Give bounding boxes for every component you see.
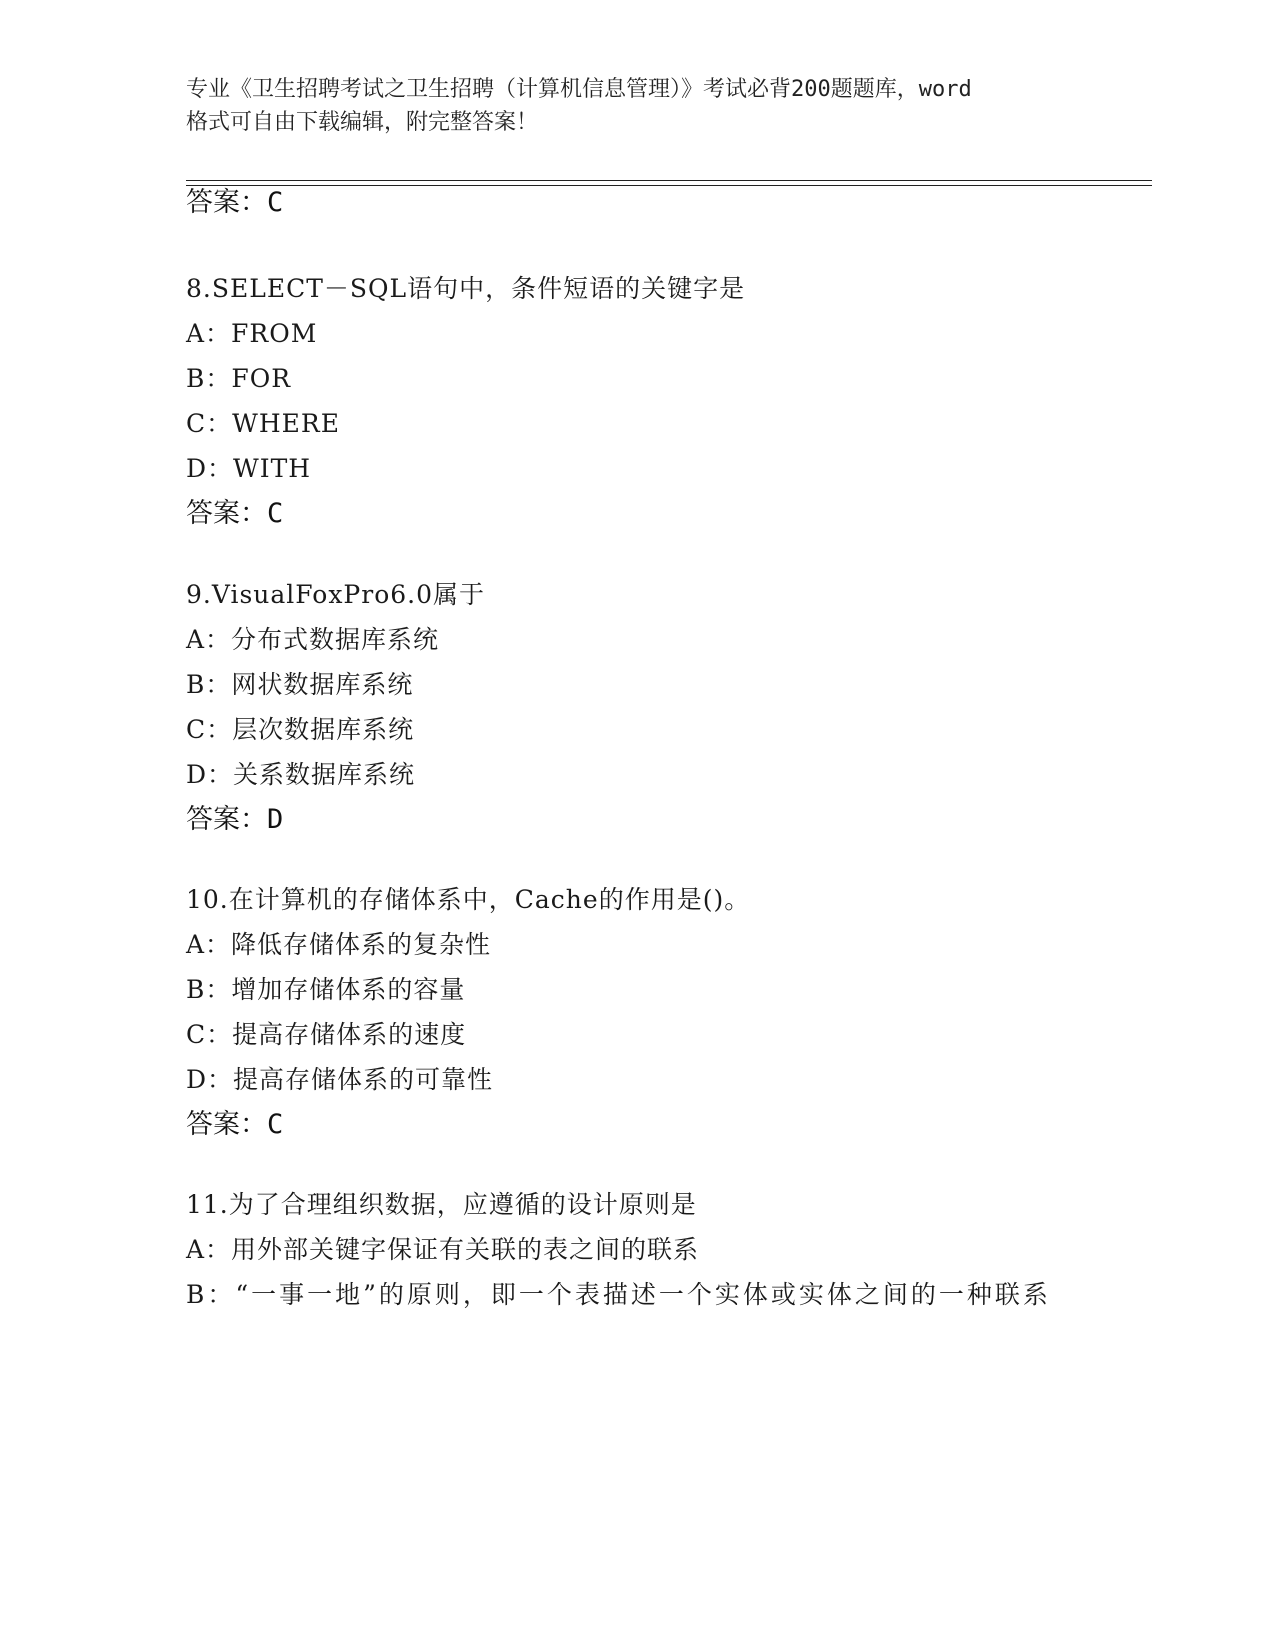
header-line-2: 格式可自由下载编辑，附完整答案！: [186, 110, 539, 135]
option-c: C：提高存储体系的速度: [186, 1020, 467, 1049]
previous-question-answer: [186, 180, 1086, 225]
option-a: A：降低存储体系的复杂性: [186, 930, 492, 959]
option-a: A：用外部关键字保证有关联的表之间的联系: [186, 1235, 700, 1264]
answer-line: 答案：D: [186, 804, 284, 835]
question-9: [186, 572, 1086, 842]
question-stem: 11.为了合理组织数据，应遵循的设计原则是: [186, 1190, 697, 1219]
option-d: D：关系数据库系统: [186, 760, 416, 789]
option-a: A：分布式数据库系统: [186, 625, 440, 654]
option-d: D：提高存储体系的可靠性: [186, 1065, 494, 1094]
header-line-1: 专业《卫生招聘考试之卫生招聘（计算机信息管理）》考试必背200题题库，word: [186, 77, 972, 102]
option-b: B：网状数据库系统: [186, 670, 414, 699]
question-8: [186, 266, 1086, 536]
question-stem: 10.在计算机的存储体系中，Cache的作用是()。: [186, 885, 751, 914]
answer-line: 答案：C: [186, 1109, 284, 1140]
answer-line: 答案：C: [186, 187, 284, 218]
option-d: D：WITH: [186, 454, 312, 483]
option-b: B：增加存储体系的容量: [186, 975, 466, 1004]
option-b: B：FOR: [186, 364, 292, 393]
question-10: [186, 877, 1086, 1147]
document-header: [186, 73, 1086, 139]
answer-line: 答案：C: [186, 498, 284, 529]
question-stem: 8.SELECT－SQL语句中，条件短语的关键字是: [186, 274, 746, 303]
question-11: [186, 1182, 1086, 1317]
option-a: A：FROM: [186, 319, 318, 348]
option-c: C：WHERE: [186, 409, 340, 438]
option-c: C：层次数据库系统: [186, 715, 415, 744]
option-b: B：“一事一地”的原则，即一个表描述一个实体或实体之间的一种联系: [186, 1280, 1051, 1309]
question-stem: 9.VisualFoxPro6.0属于: [186, 580, 486, 609]
